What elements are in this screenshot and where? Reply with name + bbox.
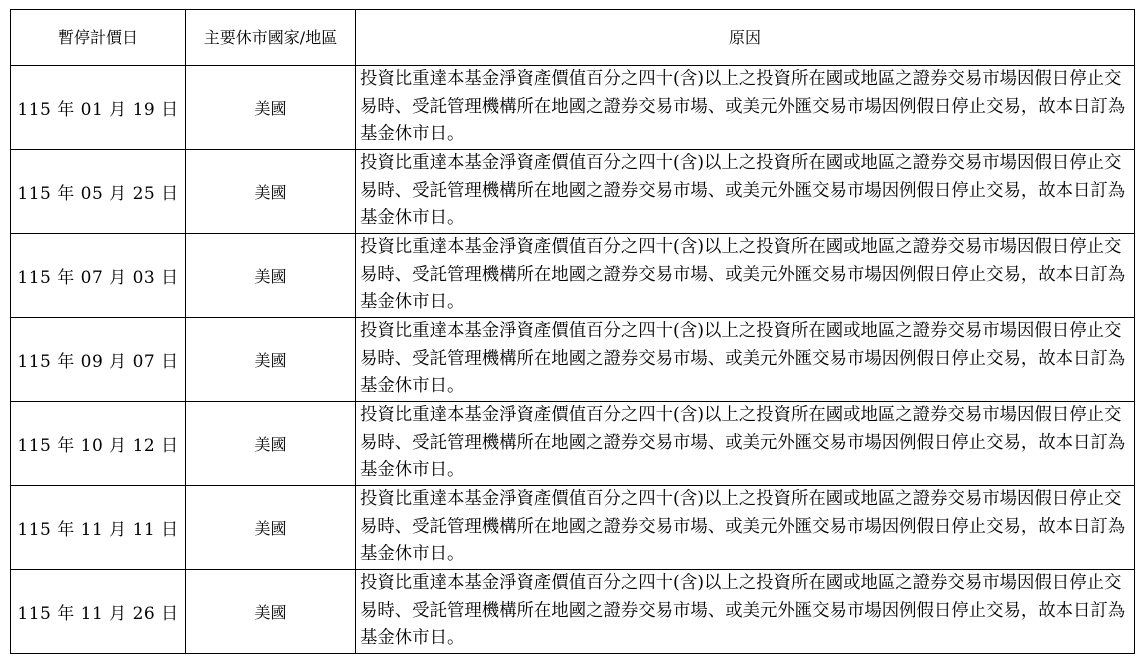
market-cell: 美國 xyxy=(186,66,356,150)
reason-cell: 投資比重達本基金淨資產價值百分之四十(含)以上之投資所在國或地區之證券交易市場因假日停止交易時、受託管理機構所在地國之證券交易市場、或美元外匯交易市場因例假日停止交易，故本日訂為基金休市日。 xyxy=(356,150,1135,234)
date-cell: 115 年 11 月 11 日 xyxy=(11,486,186,570)
table-row xyxy=(11,318,1135,402)
reason-cell: 投資比重達本基金淨資產價值百分之四十(含)以上之投資所在國或地區之證券交易市場因假日停止交易時、受託管理機構所在地國之證券交易市場、或美元外匯交易市場因例假日停止交易，故本日訂為基金休市日。 xyxy=(356,66,1135,150)
market-cell: 美國 xyxy=(186,486,356,570)
date-cell: 115 年 07 月 03 日 xyxy=(11,234,186,318)
date-cell: 115 年 11 月 26 日 xyxy=(11,570,186,654)
table-row xyxy=(11,150,1135,234)
reason-cell: 投資比重達本基金淨資產價值百分之四十(含)以上之投資所在國或地區之證券交易市場因假日停止交易時、受託管理機構所在地國之證券交易市場、或美元外匯交易市場因例假日停止交易，故本日訂為基金休市日。 xyxy=(356,234,1135,318)
table-row xyxy=(11,234,1135,318)
date-cell: 115 年 05 月 25 日 xyxy=(11,150,186,234)
suspension-days-table xyxy=(10,9,1135,654)
table-row xyxy=(11,402,1135,486)
header-closed-market: 主要休市國家/地區 xyxy=(186,10,356,66)
date-cell: 115 年 09 月 07 日 xyxy=(11,318,186,402)
market-cell: 美國 xyxy=(186,570,356,654)
reason-cell: 投資比重達本基金淨資產價值百分之四十(含)以上之投資所在國或地區之證券交易市場因假日停止交易時、受託管理機構所在地國之證券交易市場、或美元外匯交易市場因例假日停止交易，故本日訂為基金休市日。 xyxy=(356,318,1135,402)
reason-cell: 投資比重達本基金淨資產價值百分之四十(含)以上之投資所在國或地區之證券交易市場因假日停止交易時、受託管理機構所在地國之證券交易市場、或美元外匯交易市場因例假日停止交易，故本日訂為基金休市日。 xyxy=(356,402,1135,486)
date-cell: 115 年 10 月 12 日 xyxy=(11,402,186,486)
reason-cell: 投資比重達本基金淨資產價值百分之四十(含)以上之投資所在國或地區之證券交易市場因假日停止交易時、受託管理機構所在地國之證券交易市場、或美元外匯交易市場因例假日停止交易，故本日訂為基金休市日。 xyxy=(356,486,1135,570)
market-cell: 美國 xyxy=(186,318,356,402)
date-cell: 115 年 01 月 19 日 xyxy=(11,66,186,150)
table-row xyxy=(11,570,1135,654)
header-reason: 原因 xyxy=(356,10,1135,66)
market-cell: 美國 xyxy=(186,402,356,486)
header-suspension-date: 暫停計價日 xyxy=(11,10,186,66)
market-cell: 美國 xyxy=(186,150,356,234)
table-row xyxy=(11,486,1135,570)
market-cell: 美國 xyxy=(186,234,356,318)
table-row xyxy=(11,66,1135,150)
table-header-row xyxy=(11,10,1135,66)
reason-cell: 投資比重達本基金淨資產價值百分之四十(含)以上之投資所在國或地區之證券交易市場因假日停止交易時、受託管理機構所在地國之證券交易市場、或美元外匯交易市場因例假日停止交易，故本日訂為基金休市日。 xyxy=(356,570,1135,654)
